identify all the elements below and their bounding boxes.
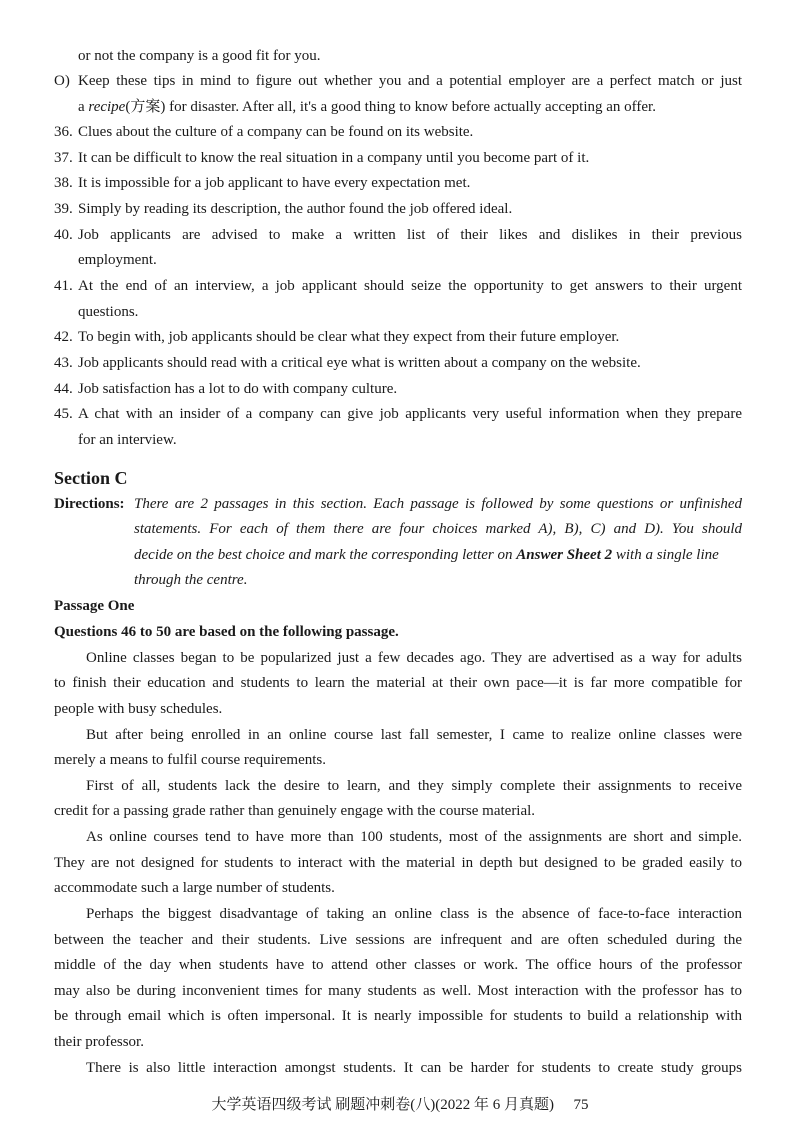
statement-number: 43. <box>54 355 73 371</box>
statement-text: Job satisfaction has a lot to do with company culture. <box>78 381 398 397</box>
passage-line: As online courses tend to have more than 100 students, most of the assignments are short and simple. <box>86 829 742 845</box>
passage-line: credit for a passing grade rather than genuinely engage with the course material. <box>54 803 536 819</box>
directions-line-4: through the centre. <box>134 572 248 588</box>
statement-text: To begin with, job applicants should be clear what they expect from their future employer. <box>78 329 620 345</box>
statement-number: 38. <box>54 175 73 191</box>
item-o-line1: Keep these tips in mind to figure out whether you and a potential employer are a perfect match or just <box>78 73 742 89</box>
passage-line: their professor. <box>54 1034 144 1050</box>
statement-number: 45. <box>54 406 73 422</box>
directions-line-2: statements. For each of them there are four choices marked A), B), C) and D). You should <box>134 521 742 537</box>
passage-line: between the teacher and their students. Live sessions are infrequent and are often scheduled during the <box>54 932 742 948</box>
statement-number: 36. <box>54 124 73 140</box>
passage-line: middle of the day when students have to attend other classes or work. The office hours of the professor <box>54 957 742 973</box>
page-footer <box>0 1094 800 1116</box>
statement-number: 42. <box>54 329 73 345</box>
passage-line: accommodate such a large number of students. <box>54 880 335 896</box>
passage-line: merely a means to fulfil course requirements. <box>54 752 326 768</box>
statement-number: 37. <box>54 150 73 166</box>
passage-line: But after being enrolled in an online course last fall semester, I came to realize online classes were <box>86 727 742 743</box>
passage-line: They are not designed for students to interact with the material in depth but designed to be graded easily to <box>54 855 742 871</box>
directions-line-3 <box>134 545 719 565</box>
item-o-label: O) <box>54 73 70 89</box>
questions-intro: Questions 46 to 50 are based on the following passage. <box>54 624 399 640</box>
statement-text: It can be difficult to know the real situation in a company until you become part of it. <box>78 150 590 166</box>
passage-line: may also be during inconvenient times for many students as well. Most interaction with the professor has to <box>54 983 742 999</box>
directions-line-1: There are 2 passages in this section. Each passage is followed by some questions or unfinished <box>134 496 742 512</box>
item-o-line2 <box>78 97 656 117</box>
page-number: 75 <box>573 1097 589 1113</box>
item-o-line2-end: (方案) for disaster. After all, it's a good thing to know before actually accepting an offer. <box>125 99 656 115</box>
passage-line: There is also little interaction amongst students. It can be harder for students to create study groups <box>86 1060 742 1076</box>
passage-line: be through email which is often impersonal. It is nearly impossible for students to build a relationship with <box>54 1008 742 1024</box>
statement-text: Clues about the culture of a company can be found on its website. <box>78 124 474 140</box>
passage-line: Perhaps the biggest disadvantage of taking an online class is the absence of face-to-face interaction <box>86 906 742 922</box>
statement-number: 39. <box>54 201 73 217</box>
passage-title: Passage One <box>54 598 135 614</box>
statement-text-cont: questions. <box>78 304 139 320</box>
statement-text: Job applicants are advised to make a written list of their likes and dislikes in their previous <box>78 227 742 243</box>
statement-text: Simply by reading its description, the author found the job offered ideal. <box>78 201 513 217</box>
footer-title: 大学英语四级考试 刷题冲刺卷(八)(2022 年 6 月真题) <box>211 1097 554 1113</box>
statement-text-cont: employment. <box>78 252 157 268</box>
answer-sheet-ref: Answer Sheet 2 <box>516 547 613 563</box>
item-o-keyword: recipe <box>88 99 126 115</box>
passage-line: to finish their education and students to learn the material at their own pace—it is far more compatible for <box>54 675 742 691</box>
passage-line: First of all, students lack the desire to learn, and they simply complete their assignments to receive <box>86 778 742 794</box>
statement-number: 44. <box>54 381 73 397</box>
statement-number: 41. <box>54 278 73 294</box>
directions-line-3-end: with a single line <box>612 547 719 563</box>
passage-line: people with busy schedules. <box>54 701 223 717</box>
statement-text: A chat with an insider of a company can give job applicants very useful information when they prepare <box>78 406 742 422</box>
passage-line: Online classes began to be popularized just a few decades ago. They are advertised as a way for adults <box>86 650 742 666</box>
statement-text: Job applicants should read with a critical eye what is written about a company on the website. <box>78 355 641 371</box>
statement-text: At the end of an interview, a job applicant should seize the opportunity to get answers to their urgent <box>78 278 742 294</box>
statement-text: It is impossible for a job applicant to have every expectation met. <box>78 175 471 191</box>
section-c-title: Section C <box>54 468 128 488</box>
statement-number: 40. <box>54 227 73 243</box>
list-continuation: or not the company is a good fit for you. <box>78 48 321 64</box>
statement-text-cont: for an interview. <box>78 432 177 448</box>
directions-label: Directions: <box>54 496 125 512</box>
directions-line-3-start: decide on the best choice and mark the corresponding letter on <box>134 547 517 563</box>
item-o-line2-start: a <box>78 99 89 115</box>
